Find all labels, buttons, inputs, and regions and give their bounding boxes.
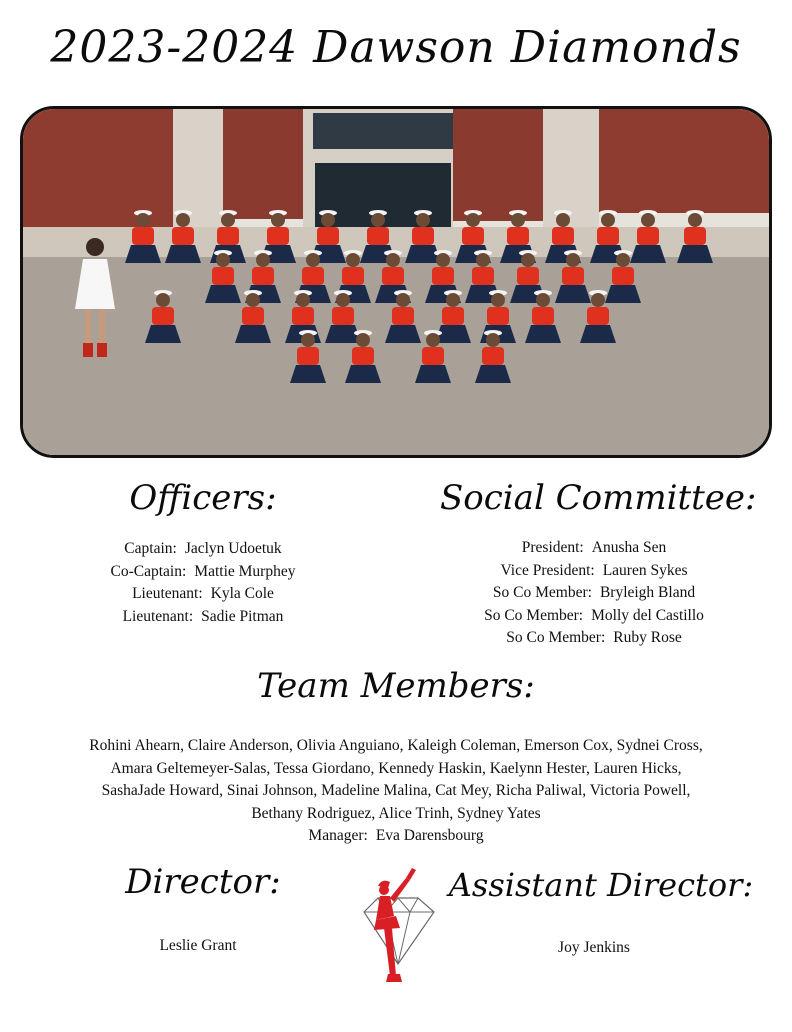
- diamond-dancer-logo-icon: [356, 866, 440, 988]
- officer-row: [68, 606, 338, 629]
- committee-row: [434, 627, 754, 650]
- team-members-line: Amara Geltemeyer-Salas, Tessa Giordano, Kennedy Haskin, Kaelynn Hester, Lauren Hicks,: [110, 759, 682, 777]
- committee-name: Lauren Sykes: [602, 561, 688, 579]
- committee-row: [434, 537, 754, 560]
- officer-row: [68, 561, 338, 584]
- team-members-line: Bethany Rodriguez, Alice Trinh, Sydney Yates: [251, 804, 541, 822]
- committee-row: [434, 582, 754, 605]
- team-members-line: SashaJade Howard, Sinai Johnson, Madeline Malina, Cat Mey, Richa Paliwal, Victoria Powell,: [101, 782, 691, 799]
- officer-name: Mattie Murphey: [194, 562, 296, 580]
- committee-row: [434, 605, 754, 628]
- officer-row: [68, 538, 338, 561]
- officer-row: [68, 583, 338, 606]
- team-photo-illustration: [23, 109, 769, 455]
- page-title: 2023-2024 Dawson Diamonds: [50, 22, 742, 73]
- team-members-heading: Team Members:: [257, 666, 535, 706]
- officers-heading: Officers:: [129, 478, 277, 518]
- committee-name: Bryleigh Bland: [599, 584, 696, 601]
- officer-role: Lieutenant:: [122, 607, 194, 625]
- officer-name: Sadie Pitman: [201, 607, 284, 625]
- committee-name: Anusha Sen: [591, 539, 667, 556]
- committee-role: So Co Member:: [484, 606, 584, 624]
- committee-role: President:: [521, 539, 584, 556]
- social-committee-list: [434, 537, 754, 650]
- team-members-list: [26, 735, 766, 848]
- officer-role: Co-Captain:: [110, 562, 187, 580]
- manager-name: Eva Darensbourg: [375, 827, 484, 844]
- committee-name: Molly del Castillo: [591, 606, 704, 624]
- committee-row: [434, 560, 754, 583]
- manager-role: Manager:: [308, 827, 368, 844]
- committee-role: Vice President:: [500, 561, 595, 579]
- assistant-director-name: Joy Jenkins: [558, 939, 630, 956]
- team-members-line: Rohini Ahearn, Claire Anderson, Olivia Anguiano, Kaleigh Coleman, Emerson Cox, Sydnei Cross,: [89, 737, 703, 754]
- officer-role: Lieutenant:: [132, 585, 203, 602]
- team-photo: [20, 106, 772, 458]
- manager-row: [26, 825, 766, 848]
- committee-role: So Co Member:: [492, 584, 592, 601]
- committee-role: So Co Member:: [506, 629, 606, 646]
- assistant-director-heading: Assistant Director:: [448, 866, 754, 904]
- social-committee-heading: Social Committee:: [440, 478, 757, 518]
- director-heading: Director:: [125, 862, 281, 902]
- officer-name: Kyla Cole: [210, 585, 274, 602]
- officer-role: Captain:: [124, 540, 177, 557]
- committee-name: Ruby Rose: [613, 629, 682, 646]
- officers-list: [68, 538, 338, 628]
- director-name: Leslie Grant: [159, 937, 237, 954]
- officer-name: Jaclyn Udoetuk: [184, 540, 282, 557]
